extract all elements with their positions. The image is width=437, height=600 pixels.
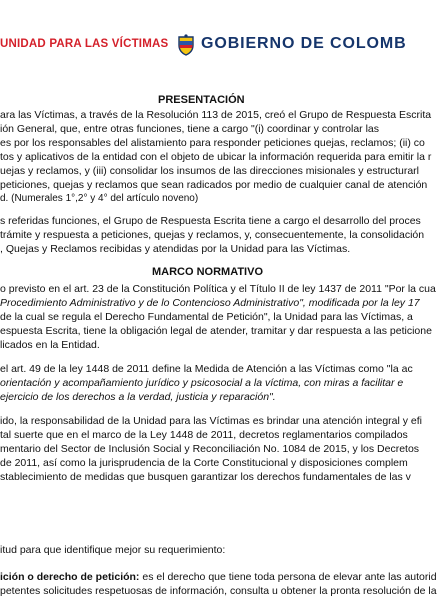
presentacion-p2-line: , Quejas y Reclamos recibidas y atendidas por la Unidad para las Víctimas. (0, 243, 351, 255)
unidad-victimas-logo: UNIDAD PARA LAS VÍCTIMAS (0, 38, 169, 50)
presentacion-p1-line: ión General, que, entre otras funciones, tiene a cargo "(i) coordinar y controlar las (0, 123, 380, 135)
marco-p2-line: ejercicio de los derechos a la verdad, justicia y reparación". (0, 391, 276, 403)
presentacion-p1-line: tos y aplicativos de la entidad con el objeto de ubicar la información requerida para emitir la r (0, 151, 432, 163)
marco-p3-line: ido, la responsabilidad de la Unidad para las Víctimas es brindar una atención integral y efi (0, 415, 422, 427)
marco-p1-line: espuesta Escrita, tiene la obligación legal de atender, tramitar y dar respuesta a las peticione (0, 325, 432, 337)
presentacion-p2-line: s referidas funciones, el Grupo de Respuesta Escrita tiene a cargo el desarrollo del proces (0, 215, 421, 227)
derecho-peticion-definition: es el derecho que tiene toda persona de elevar ante las autorid (139, 571, 437, 583)
marco-p3-line: tal suerte que en el marco de la Ley 1448 de 2011, decretos reglamentarios compilados (0, 429, 408, 441)
marco-p5-line (0, 570, 437, 584)
presentacion-p2-line: trámite y respuesta a peticiones, quejas y reclamos, y, consecuentemente, la consolidación (0, 229, 425, 241)
presentacion-p1-line: uejas y reclamos, y (iii) consolidar los insumos de las direcciones misionales y estructurarl (0, 165, 419, 177)
marco-p1-line: de la cual se regula el Derecho Fundamental de Petición", la Unidad para las Víctimas, a (0, 311, 413, 323)
page-header (0, 0, 407, 80)
presentacion-p1-line: es por los responsables del alistamiento para responder peticiones quejas, reclamos; (ii) co (0, 137, 425, 149)
marco-p2-line: orientación y acompañamiento jurídico y psicosocial a la víctima, con miras a facilitar e (0, 377, 404, 389)
colombia-coat-of-arms-icon (176, 34, 196, 56)
presentacion-p1-line: ara las Víctimas, a través de la Resolución 113 de 2015, creó el Grupo de Respuesta Escrita (0, 109, 432, 121)
marco-normativo-heading: MARCO NORMATIVO (152, 266, 264, 278)
derecho-peticion-term: ición o derecho de petición: (0, 571, 140, 583)
marco-p1-line: o previsto en el art. 23 de la Constitución Política y el Título II de ley 1437 de 2011 "Por la cua (0, 283, 436, 295)
presentacion-p1-line: d. (Numerales 1°,2° y 4° del artículo noveno) (0, 193, 199, 204)
marco-p4-line: itud para que identifique mejor su requerimiento: (0, 544, 226, 556)
marco-p3-line: de 2011, así como la jurisprudencia de la Corte Constitucional y disposiciones complem (0, 457, 408, 469)
presentacion-heading: PRESENTACIÓN (158, 94, 245, 106)
marco-p1-line: Procedimiento Administrativo y de lo Contencioso Administrativo", modificada por la ley 17 (0, 297, 420, 309)
marco-p3-line: stablecimiento de medidas que busquen garantizar los derechos fundamentales de las v (0, 471, 411, 483)
marco-p5-line: petentes solicitudes respetuosas de información, consulta u obtener la pronta resolución de la (0, 585, 437, 597)
marco-p3-line: mentario del Sector de Inclusión Social y Reconciliación No. 1084 de 2015, y los Decretos (0, 443, 420, 455)
gobierno-colombia-logo: GOBIERNO DE COLOMB (201, 35, 407, 52)
marco-p2-line: el art. 49 de la ley 1448 de 2011 define la Medida de Atención a las Víctimas como "la ac (0, 363, 413, 375)
presentacion-p1-line: peticiones, quejas y reclamos que sean radicados por medio de cualquier canal de atención (0, 179, 428, 191)
marco-p1-line: licados en la Entidad. (0, 339, 100, 351)
